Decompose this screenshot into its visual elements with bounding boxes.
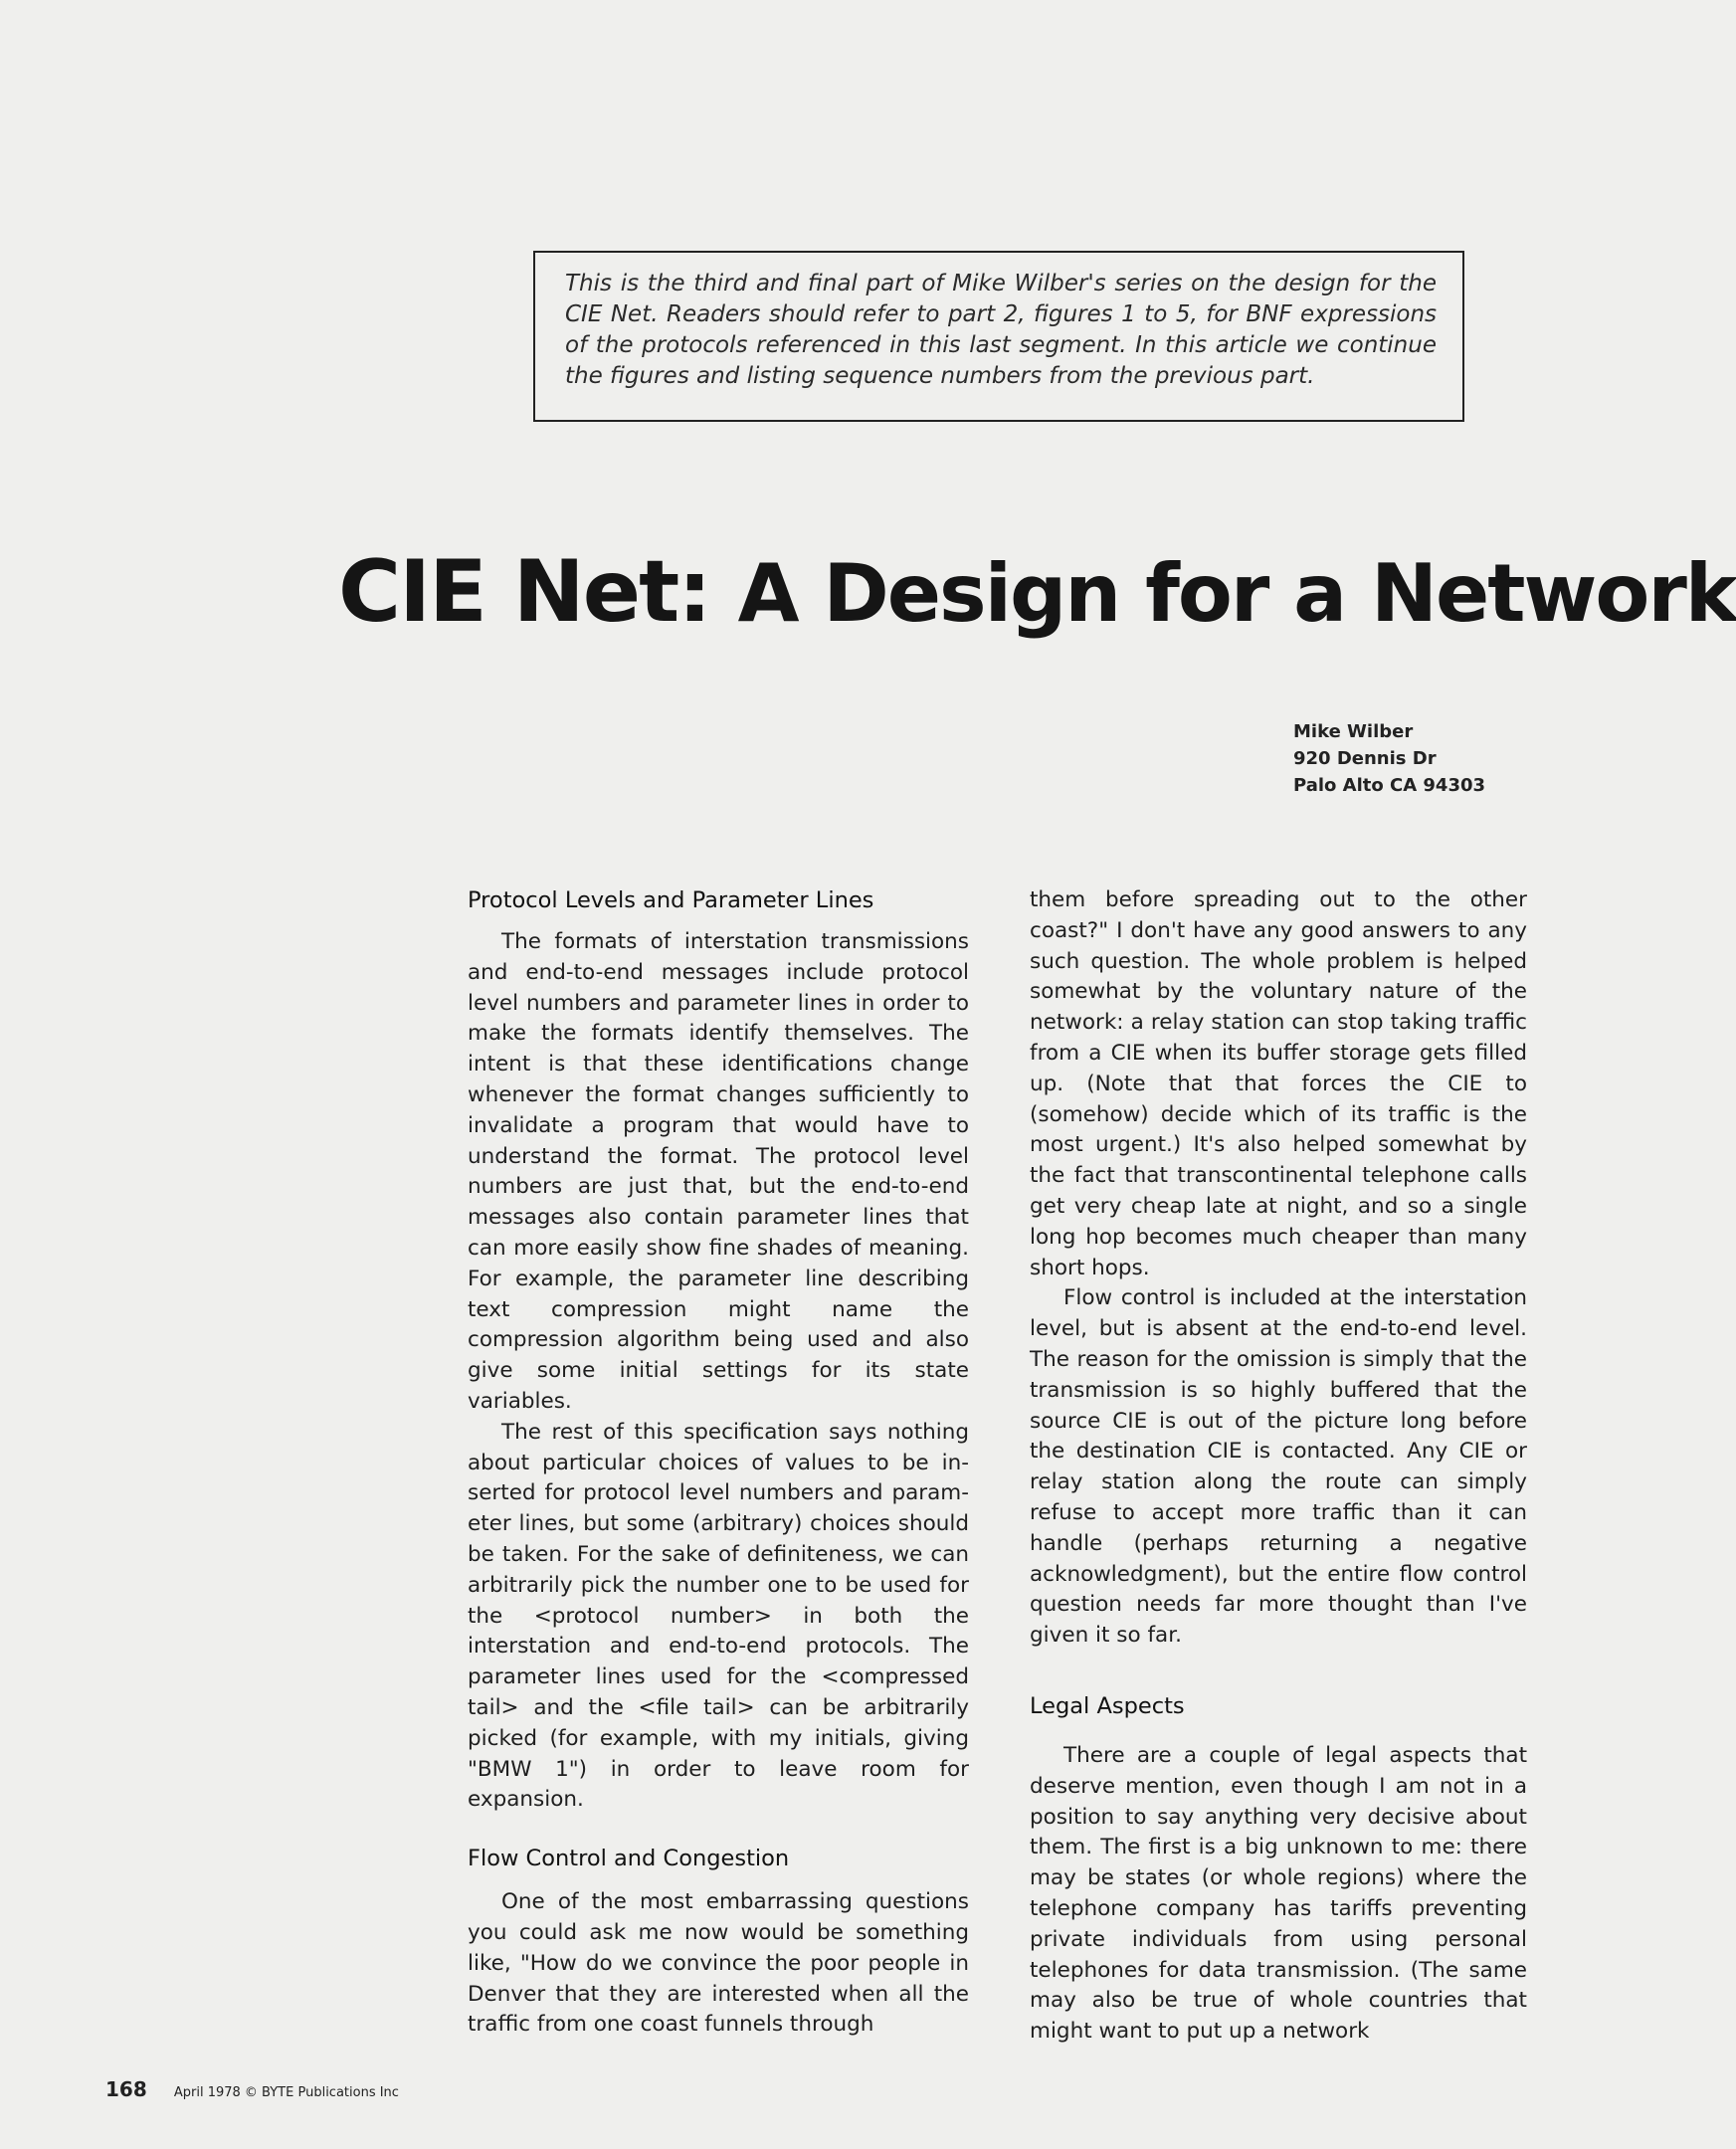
author-name: Mike Wilber (1293, 721, 1414, 742)
section-heading-legal-aspects: Legal Aspects (1030, 1692, 1185, 1719)
left-column (468, 885, 969, 2041)
author-street: 920 Dennis Dr (1293, 748, 1437, 769)
section-heading-protocol-levels: Protocol Levels and Parameter Lines (468, 887, 874, 913)
intro-text: This is the third and final part of Mike Wilber's series on the design for the CIE Net. Readers should refer to part 2, figures 1 to 5, for BNF expressions of the protocols referenced in this last segment. In this article we continue the figures and listing sequence numbers from the previous part. (565, 271, 1437, 389)
body-paragraph: Flow control is included at the interstation level, but is absent at the end-to-end level. The reason for the omission is simply that the transmission is so highly buffered that the source CIE is out of the picture long before the destination CIE is contacted. Any CIE or relay station along the route can simply refuse to accept more traffic than it can handle (perhaps returning a negative acknowledgment), but the entire flow control question needs far more thought than I've given it so far. (1030, 1285, 1527, 1649)
page-footer (105, 2077, 399, 2101)
body-paragraph: them before spreading out to the other coast?" I don't have any good answers to any such question. The whole problem is helped somewhat by the voluntary nature of the network: a relay station can stop taking traffic from a CIE when its buffer storage gets filled up. (Note that that forces the CIE to (somehow) decide which of its traffic is the most urgent.) It's also helped somewhat by the fact that transcontinental telephone calls get very cheap late at night, and so a single long hop becomes much cheaper than many short hops. (1030, 887, 1527, 1280)
footer-credit: April 1978 © BYTE Publications Inc (173, 2085, 399, 2100)
body-paragraph: One of the most embarrassing questions you could ask me now would be something like, "How do we convince the poor people in Denver that they are interested when all the traffic from one coast funnels through (468, 1889, 969, 2038)
author-block (1293, 718, 1552, 799)
page-title (338, 537, 1736, 649)
body-paragraph: There are a couple of legal aspects that deserve mention, even though I am not in a position to say anything very decisive about them. The first is a big unknown to me: there may be states (or whole regions) where the telephone company has tariffs preventing private individuals from using personal telephones for data transmission. (The same may also be true of whole countries that might want to put up a network (1030, 1742, 1527, 2045)
body-paragraph: The formats of interstation transmissions and end-to-end messages include protocol level numbers and parameter lines in order to make the formats identify themselves. The intent is that these identifications change whenever the format changes sufficiently to invalidate a program that would have to understand the format. The protocol level numbers are just that, but the end-to-end messages also contain parameter lines that can more easily show fine shades of meaning. For example, the parameter line describing text compression might name the compression algorithm being used and also give some initial settings for its state variables. (468, 929, 969, 1414)
body-paragraph: The rest of this specification says nothing about particular choices of values to be inserted for protocol level numbers and parameter lines, but some (arbitrary) choices should be taken. For the sake of definiteness, we can arbitrarily pick the number one to be used for the <protocol number> in both the interstation and end-to-end protocols. The parameter lines used for the <compressed tail> and the <file tail> can be arbitrarily picked (for example, with my initials, giving "BMW 1") in order to leave room for expansion. (468, 1419, 969, 1813)
title-main: CIE Net: (338, 542, 710, 642)
page-number: 168 (105, 2077, 147, 2101)
title-sub: A Design for a Network (737, 547, 1736, 640)
section-heading-flow-control: Flow Control and Congestion (468, 1846, 790, 1872)
author-city: Palo Alto CA 94303 (1293, 775, 1486, 796)
right-column (1030, 885, 1527, 2048)
